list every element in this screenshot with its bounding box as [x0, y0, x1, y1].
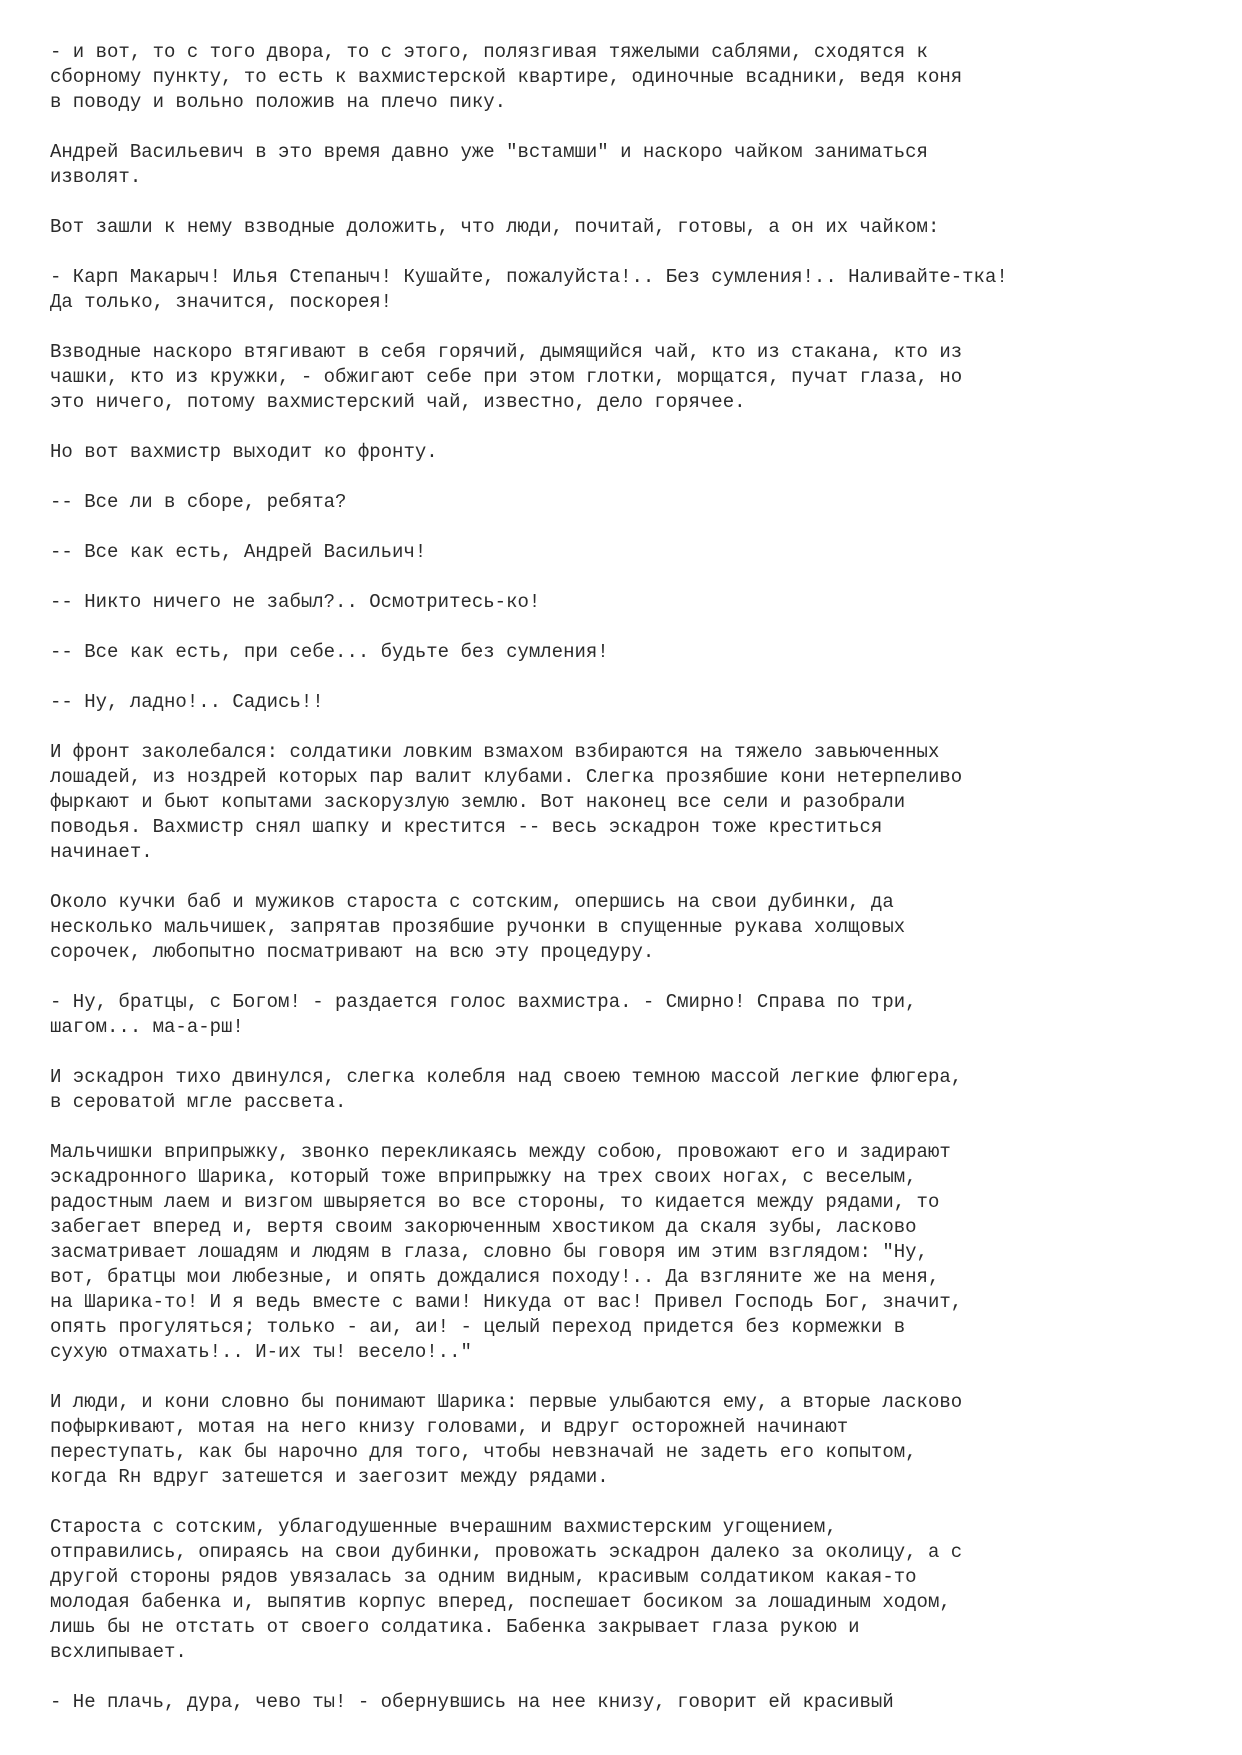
text-line: эскадронного Шарика, который тоже вприпрыжку на трех своих ногах, с веселым,	[50, 1166, 917, 1188]
text-line: сухую отмахать!.. И-их ты! весело!.."	[50, 1341, 472, 1363]
text-line: другой стороны рядов увязалась за одним видным, красивым солдатиком какая-то	[50, 1566, 917, 1588]
text-line: чашки, кто из кружки, - обжигают себе при этом глотки, морщатся, пучат глаза, но	[50, 366, 963, 388]
paragraph	[50, 40, 1210, 115]
text-line: Андрей Васильевич в это время давно уже "встамши" и наскоро чайком заниматься	[50, 141, 928, 163]
text-line: опять прогуляться; только - аи, аи! - целый переход придется без кормежки в	[50, 1316, 906, 1338]
paragraph	[50, 490, 1210, 515]
paragraph	[50, 1140, 1210, 1365]
paragraph	[50, 440, 1210, 465]
paragraph	[50, 1390, 1210, 1490]
text-line: изволят.	[50, 166, 142, 188]
text-line: И эскадрон тихо двинулся, слегка колебля над своею темною массой легкие флюгера,	[50, 1066, 963, 1088]
text-line: сборному пункту, то есть к вахмистерской квартире, одиночные всадники, ведя коня	[50, 66, 963, 88]
text-line: засматривает лошадям и людям в глаза, словно бы говоря им этим взглядом: "Ну,	[50, 1241, 928, 1263]
paragraph	[50, 340, 1210, 415]
text-line: вот, братцы мои любезные, и опять дождалися походу!.. Да взгляните же на меня,	[50, 1266, 940, 1288]
text-line: Мальчишки вприпрыжку, звонко перекликаясь между собою, провожают его и задирают	[50, 1141, 951, 1163]
text-line: всхлипывает.	[50, 1641, 187, 1663]
text-line: в поводу и вольно положив на плечо пику.	[50, 91, 507, 113]
text-line: - Карп Макарыч! Илья Степаныч! Кушайте, пожалуйста!.. Без сумления!.. Наливайте-тка!	[50, 266, 1008, 288]
text-line: Староста с сотским, ублагодушенные вчерашним вахмистерским угощением,	[50, 1516, 837, 1538]
paragraph	[50, 215, 1210, 240]
paragraph	[50, 590, 1210, 615]
text-line: -- Никто ничего не забыл?.. Осмотритесь-ко!	[50, 591, 541, 613]
text-line: сорочек, любопытно посматривают на всю эту процедуру.	[50, 941, 655, 963]
paragraph	[50, 1690, 1210, 1715]
text-line: Да только, значится, поскорея!	[50, 291, 393, 313]
text-line: фыркают и бьют копытами заскорузлую землю. Вот наконец все сели и разобрали	[50, 791, 906, 813]
text-line: в сероватой мгле рассвета.	[50, 1091, 347, 1113]
text-line: пофыркивают, мотая на него книзу головами, и вдруг осторожней начинают	[50, 1416, 849, 1438]
text-line: на Шарика-то! И я ведь вместе с вами! Никуда от вас! Привел Господь Бог, значит,	[50, 1291, 963, 1313]
text-line: шагом... ма-а-рш!	[50, 1016, 244, 1038]
text-line: - и вот, то с того двора, то с этого, полязгивая тяжелыми саблями, сходятся к	[50, 41, 928, 63]
text-line: забегает вперед и, вертя своим закорюченным хвостиком да скаля зубы, ласково	[50, 1216, 917, 1238]
text-line: Вот зашли к нему взводные доложить, что люди, почитай, готовы, а он их чайком:	[50, 216, 940, 238]
paragraph	[50, 740, 1210, 865]
text-line: начинает.	[50, 841, 153, 863]
text-line: радостным лаем и визгом швыряется во все стороны, то кидается между рядами, то	[50, 1191, 940, 1213]
text-line: лошадей, из ноздрей которых пар валит клубами. Слегка прозябшие кони нетерпеливо	[50, 766, 963, 788]
document-page	[50, 40, 1210, 1740]
paragraph	[50, 890, 1210, 965]
paragraph	[50, 690, 1210, 715]
paragraph	[50, 1065, 1210, 1115]
text-line: Взводные наскоро втягивают в себя горячий, дымящийся чай, кто из стакана, кто из	[50, 341, 963, 363]
paragraph	[50, 990, 1210, 1040]
text-line: молодая бабенка и, выпятив корпус вперед, поспешает босиком за лошадиным ходом,	[50, 1591, 951, 1613]
text-line: - Не плачь, дура, чево ты! - обернувшись на нее книзу, говорит ей красивый	[50, 1691, 894, 1713]
text-line: Около кучки баб и мужиков староста с сотским, опершись на свои дубинки, да	[50, 891, 894, 913]
paragraph	[50, 640, 1210, 665]
text-line: И люди, и кони словно бы понимают Шарика: первые улыбаются ему, а вторые ласково	[50, 1391, 963, 1413]
text-line: несколько мальчишек, запрятав прозябшие ручонки в спущенные рукава холщовых	[50, 916, 906, 938]
paragraph	[50, 265, 1210, 315]
text-line: -- Все как есть, при себе... будьте без сумления!	[50, 641, 609, 663]
paragraph	[50, 140, 1210, 190]
paragraph	[50, 1515, 1210, 1665]
text-line: отправились, опираясь на свои дубинки, провожать эскадрон далеко за околицу, а с	[50, 1541, 963, 1563]
text-line: Но вот вахмистр выходит ко фронту.	[50, 441, 438, 463]
text-line: И фронт заколебался: солдатики ловким взмахом взбираются на тяжело завьюченных	[50, 741, 940, 763]
text-line: переступать, как бы нарочно для того, чтобы невзначай не задеть его копытом,	[50, 1441, 917, 1463]
text-line: - Ну, братцы, с Богом! - раздается голос вахмистра. - Смирно! Справа по три,	[50, 991, 917, 1013]
paragraph	[50, 540, 1210, 565]
text-line: -- Все как есть, Андрей Васильич!	[50, 541, 427, 563]
text-line: когда Rн вдруг затешется и заегозит между рядами.	[50, 1466, 609, 1488]
text-line: поводья. Вахмистр снял шапку и крестится -- весь эскадрон тоже креститься	[50, 816, 883, 838]
text-line: -- Ну, ладно!.. Садись!!	[50, 691, 324, 713]
text-line: -- Все ли в сборе, ребята?	[50, 491, 347, 513]
text-line: это ничего, потому вахмистерский чай, известно, дело горячее.	[50, 391, 746, 413]
text-line: лишь бы не отстать от своего солдатика. Бабенка закрывает глаза рукою и	[50, 1616, 860, 1638]
